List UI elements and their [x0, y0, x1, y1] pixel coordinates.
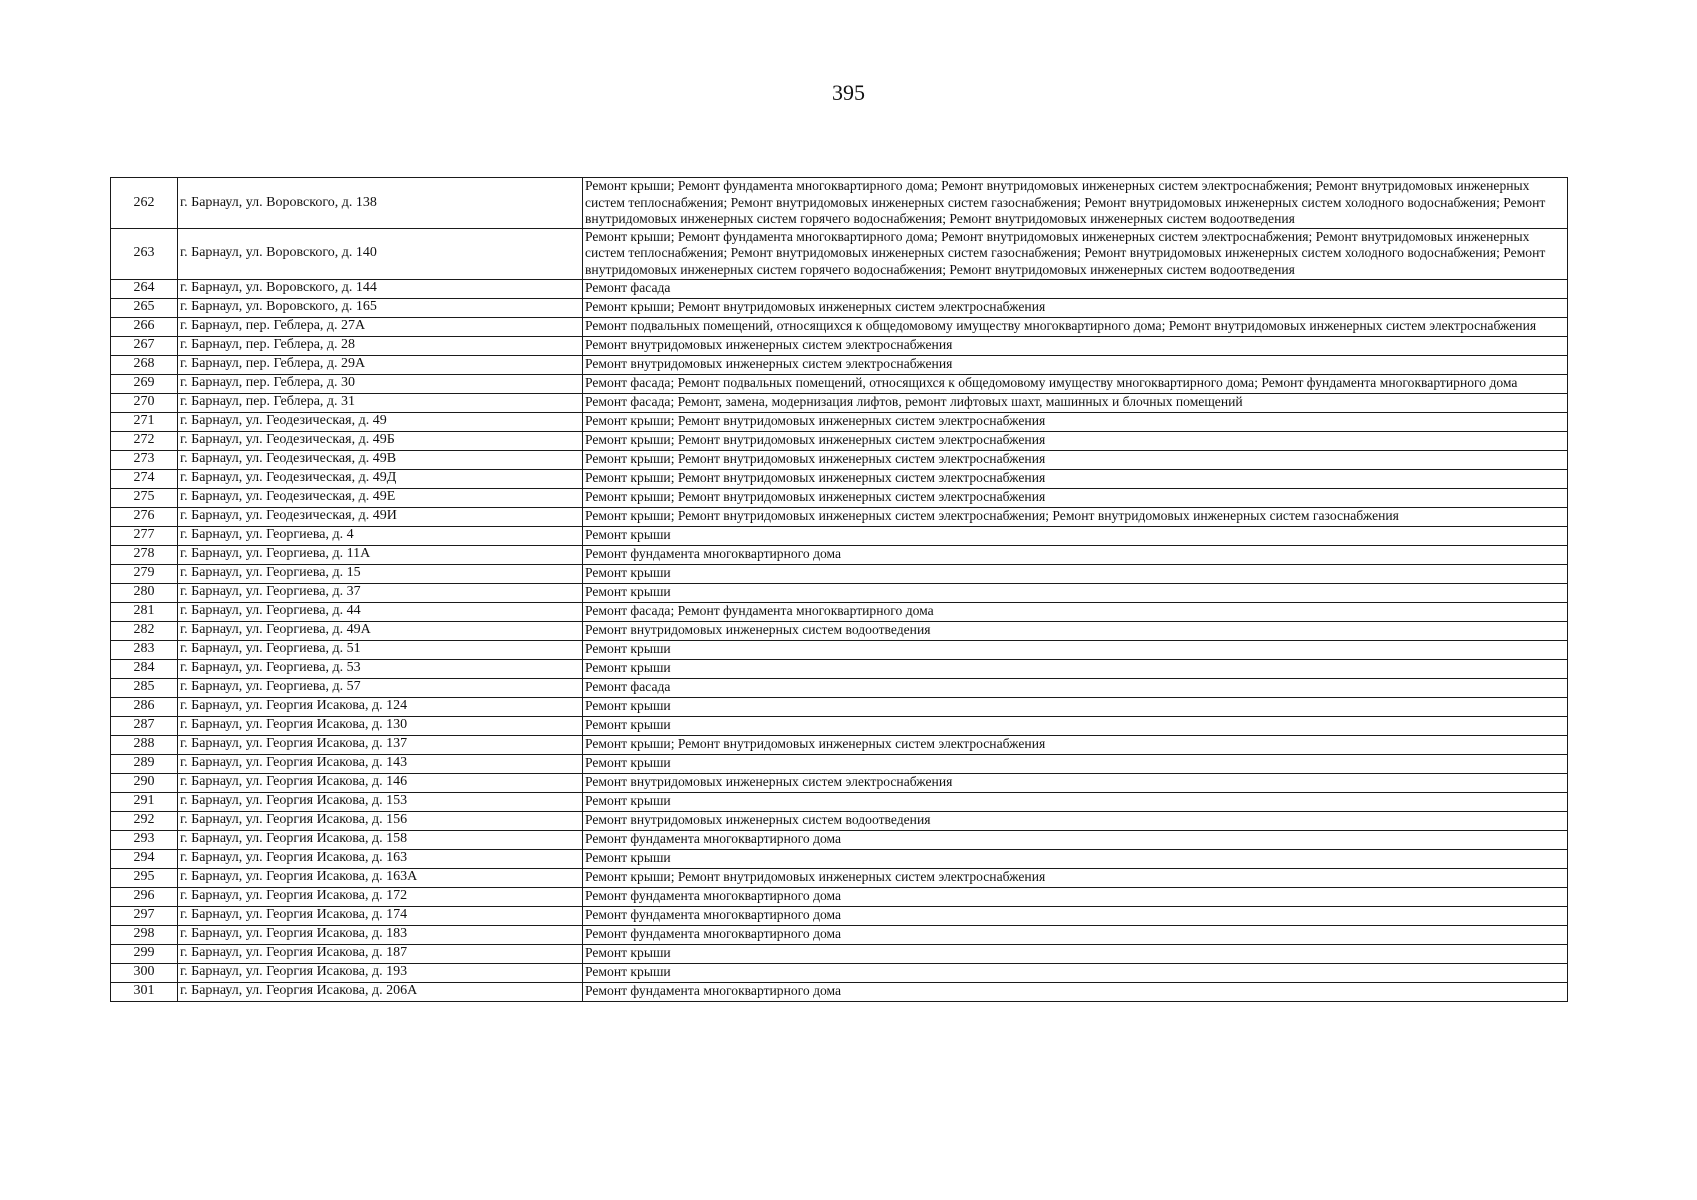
table-row: [111, 298, 1568, 317]
table-row: [111, 697, 1568, 716]
row-number-cell: 265: [111, 298, 178, 317]
works-cell: Ремонт фасада; Ремонт подвальных помещений, относящихся к общедомовому имуществу многоквартирного дома; Ремонт фундамента многоквартирного дома: [583, 374, 1568, 393]
address-cell: г. Барнаул, ул. Георгиева, д. 44: [178, 602, 583, 621]
address-cell: г. Барнаул, ул. Георгия Исакова, д. 124: [178, 697, 583, 716]
works-cell: Ремонт крыши: [583, 754, 1568, 773]
table-row: [111, 868, 1568, 887]
row-number-cell: 292: [111, 811, 178, 830]
address-cell: г. Барнаул, ул. Георгия Исакова, д. 183: [178, 925, 583, 944]
table-row: [111, 811, 1568, 830]
address-cell: г. Барнаул, пер. Геблера, д. 28: [178, 336, 583, 355]
row-number-cell: 282: [111, 621, 178, 640]
works-cell: Ремонт фундамента многоквартирного дома: [583, 925, 1568, 944]
works-cell: Ремонт фундамента многоквартирного дома: [583, 906, 1568, 925]
works-cell: Ремонт крыши; Ремонт внутридомовых инженерных систем электроснабжения: [583, 469, 1568, 488]
table-row: [111, 659, 1568, 678]
works-cell: Ремонт фундамента многоквартирного дома: [583, 887, 1568, 906]
row-number-cell: 291: [111, 792, 178, 811]
table-row: [111, 279, 1568, 298]
row-number-cell: 267: [111, 336, 178, 355]
row-number-cell: 278: [111, 545, 178, 564]
row-number-cell: 262: [111, 178, 178, 229]
works-cell: Ремонт фасада: [583, 279, 1568, 298]
works-cell: Ремонт крыши: [583, 564, 1568, 583]
table-row: [111, 450, 1568, 469]
row-number-cell: 294: [111, 849, 178, 868]
works-cell: Ремонт внутридомовых инженерных систем водоотведения: [583, 811, 1568, 830]
table-row: [111, 178, 1568, 229]
table-row: [111, 545, 1568, 564]
address-cell: г. Барнаул, ул. Георгия Исакова, д. 206А: [178, 982, 583, 1001]
works-cell: Ремонт подвальных помещений, относящихся к общедомовому имуществу многоквартирного дома; Ремонт внутридомовых инженерных систем электроснабжения: [583, 317, 1568, 336]
table-row: [111, 944, 1568, 963]
row-number-cell: 287: [111, 716, 178, 735]
table-row: [111, 355, 1568, 374]
works-cell: Ремонт крыши; Ремонт внутридомовых инженерных систем электроснабжения: [583, 488, 1568, 507]
works-cell: Ремонт крыши: [583, 526, 1568, 545]
row-number-cell: 284: [111, 659, 178, 678]
works-cell: Ремонт крыши; Ремонт внутридомовых инженерных систем электроснабжения; Ремонт внутридомовых инженерных систем газоснабжения: [583, 507, 1568, 526]
works-cell: Ремонт внутридомовых инженерных систем электроснабжения: [583, 773, 1568, 792]
address-cell: г. Барнаул, ул. Геодезическая, д. 49: [178, 412, 583, 431]
row-number-cell: 281: [111, 602, 178, 621]
works-cell: Ремонт крыши; Ремонт фундамента многоквартирного дома; Ремонт внутридомовых инженерных систем электроснабжения; Ремонт внутридомовых инженерных систем теплоснабжения; Ремонт внутридомовых инженерных систем газоснабжения; Ремонт внутридомовых инженерных систем холодного водоснабжения; Ремонт внутридомовых инженерных систем горячего водоснабжения; Ремонт внутридомовых инженерных систем водоотведения: [583, 178, 1568, 229]
row-number-cell: 301: [111, 982, 178, 1001]
address-cell: г. Барнаул, ул. Георгия Исакова, д. 153: [178, 792, 583, 811]
address-cell: г. Барнаул, ул. Геодезическая, д. 49И: [178, 507, 583, 526]
registry-table: [110, 177, 1568, 1002]
works-cell: Ремонт крыши: [583, 697, 1568, 716]
works-cell: Ремонт крыши: [583, 716, 1568, 735]
address-cell: г. Барнаул, ул. Георгиева, д. 37: [178, 583, 583, 602]
table-row: [111, 488, 1568, 507]
works-cell: Ремонт крыши; Ремонт внутридомовых инженерных систем электроснабжения: [583, 868, 1568, 887]
address-cell: г. Барнаул, пер. Геблера, д. 30: [178, 374, 583, 393]
row-number-cell: 293: [111, 830, 178, 849]
table-row: [111, 887, 1568, 906]
row-number-cell: 280: [111, 583, 178, 602]
works-cell: Ремонт крыши: [583, 583, 1568, 602]
address-cell: г. Барнаул, ул. Георгия Исакова, д. 163А: [178, 868, 583, 887]
address-cell: г. Барнаул, ул. Георгия Исакова, д. 137: [178, 735, 583, 754]
row-number-cell: 269: [111, 374, 178, 393]
address-cell: г. Барнаул, ул. Георгиева, д. 57: [178, 678, 583, 697]
works-cell: Ремонт крыши: [583, 792, 1568, 811]
row-number-cell: 268: [111, 355, 178, 374]
works-cell: Ремонт крыши; Ремонт внутридомовых инженерных систем электроснабжения: [583, 431, 1568, 450]
works-cell: Ремонт крыши: [583, 640, 1568, 659]
row-number-cell: 271: [111, 412, 178, 431]
address-cell: г. Барнаул, ул. Георгиева, д. 4: [178, 526, 583, 545]
address-cell: г. Барнаул, ул. Георгия Исакова, д. 156: [178, 811, 583, 830]
row-number-cell: 297: [111, 906, 178, 925]
address-cell: г. Барнаул, ул. Георгиева, д. 11А: [178, 545, 583, 564]
table-row: [111, 507, 1568, 526]
table-row: [111, 792, 1568, 811]
works-cell: Ремонт внутридомовых инженерных систем электроснабжения: [583, 336, 1568, 355]
table-row: [111, 228, 1568, 279]
row-number-cell: 295: [111, 868, 178, 887]
row-number-cell: 264: [111, 279, 178, 298]
works-cell: Ремонт крыши: [583, 963, 1568, 982]
table-row: [111, 830, 1568, 849]
table-row: [111, 412, 1568, 431]
address-cell: г. Барнаул, ул. Воровского, д. 165: [178, 298, 583, 317]
works-cell: Ремонт крыши: [583, 944, 1568, 963]
works-cell: Ремонт внутридомовых инженерных систем электроснабжения: [583, 355, 1568, 374]
table-row: [111, 754, 1568, 773]
row-number-cell: 288: [111, 735, 178, 754]
works-cell: Ремонт фасада; Ремонт фундамента многоквартирного дома: [583, 602, 1568, 621]
table-row: [111, 602, 1568, 621]
address-cell: г. Барнаул, пер. Геблера, д. 27А: [178, 317, 583, 336]
row-number-cell: 289: [111, 754, 178, 773]
address-cell: г. Барнаул, ул. Георгия Исакова, д. 193: [178, 963, 583, 982]
address-cell: г. Барнаул, ул. Георгиева, д. 15: [178, 564, 583, 583]
row-number-cell: 274: [111, 469, 178, 488]
row-number-cell: 285: [111, 678, 178, 697]
row-number-cell: 276: [111, 507, 178, 526]
table-row: [111, 393, 1568, 412]
row-number-cell: 296: [111, 887, 178, 906]
table-row: [111, 374, 1568, 393]
address-cell: г. Барнаул, ул. Георгия Исакова, д. 158: [178, 830, 583, 849]
row-number-cell: 270: [111, 393, 178, 412]
address-cell: г. Барнаул, ул. Георгиева, д. 49А: [178, 621, 583, 640]
row-number-cell: 266: [111, 317, 178, 336]
works-cell: Ремонт крыши: [583, 849, 1568, 868]
table-row: [111, 336, 1568, 355]
row-number-cell: 299: [111, 944, 178, 963]
works-cell: Ремонт крыши; Ремонт внутридомовых инженерных систем электроснабжения: [583, 298, 1568, 317]
address-cell: г. Барнаул, ул. Геодезическая, д. 49Е: [178, 488, 583, 507]
row-number-cell: 272: [111, 431, 178, 450]
address-cell: г. Барнаул, ул. Георгия Исакова, д. 174: [178, 906, 583, 925]
row-number-cell: 275: [111, 488, 178, 507]
address-cell: г. Барнаул, ул. Георгия Исакова, д. 163: [178, 849, 583, 868]
table-row: [111, 963, 1568, 982]
works-cell: Ремонт фундамента многоквартирного дома: [583, 982, 1568, 1001]
table-row: [111, 678, 1568, 697]
table-row: [111, 526, 1568, 545]
table-row: [111, 583, 1568, 602]
table-row: [111, 773, 1568, 792]
row-number-cell: 290: [111, 773, 178, 792]
row-number-cell: 283: [111, 640, 178, 659]
works-cell: Ремонт крыши: [583, 659, 1568, 678]
works-cell: Ремонт фундамента многоквартирного дома: [583, 545, 1568, 564]
address-cell: г. Барнаул, ул. Воровского, д. 138: [178, 178, 583, 229]
table-row: [111, 925, 1568, 944]
address-cell: г. Барнаул, ул. Геодезическая, д. 49Д: [178, 469, 583, 488]
address-cell: г. Барнаул, пер. Геблера, д. 29А: [178, 355, 583, 374]
works-cell: Ремонт фундамента многоквартирного дома: [583, 830, 1568, 849]
works-cell: Ремонт крыши; Ремонт фундамента многоквартирного дома; Ремонт внутридомовых инженерных систем электроснабжения; Ремонт внутридомовых инженерных систем теплоснабжения; Ремонт внутридомовых инженерных систем газоснабжения; Ремонт внутридомовых инженерных систем холодного водоснабжения; Ремонт внутридомовых инженерных систем горячего водоснабжения; Ремонт внутридомовых инженерных систем водоотведения: [583, 228, 1568, 279]
row-number-cell: 263: [111, 228, 178, 279]
table-row: [111, 564, 1568, 583]
works-cell: Ремонт фасада: [583, 678, 1568, 697]
table-row: [111, 716, 1568, 735]
table-row: [111, 469, 1568, 488]
works-cell: Ремонт внутридомовых инженерных систем водоотведения: [583, 621, 1568, 640]
address-cell: г. Барнаул, ул. Георгия Исакова, д. 130: [178, 716, 583, 735]
works-cell: Ремонт крыши; Ремонт внутридомовых инженерных систем электроснабжения: [583, 735, 1568, 754]
address-cell: г. Барнаул, ул. Георгия Исакова, д. 143: [178, 754, 583, 773]
table-row: [111, 735, 1568, 754]
address-cell: г. Барнаул, ул. Геодезическая, д. 49Б: [178, 431, 583, 450]
table-row: [111, 849, 1568, 868]
address-cell: г. Барнаул, ул. Воровского, д. 140: [178, 228, 583, 279]
table-row: [111, 640, 1568, 659]
address-cell: г. Барнаул, пер. Геблера, д. 31: [178, 393, 583, 412]
works-cell: Ремонт крыши; Ремонт внутридомовых инженерных систем электроснабжения: [583, 412, 1568, 431]
row-number-cell: 298: [111, 925, 178, 944]
address-cell: г. Барнаул, ул. Геодезическая, д. 49В: [178, 450, 583, 469]
row-number-cell: 277: [111, 526, 178, 545]
address-cell: г. Барнаул, ул. Георгиева, д. 51: [178, 640, 583, 659]
registry-table-body: [111, 178, 1568, 1002]
works-cell: Ремонт фасада; Ремонт, замена, модернизация лифтов, ремонт лифтовых шахт, машинных и блочных помещений: [583, 393, 1568, 412]
address-cell: г. Барнаул, ул. Георгия Исакова, д. 146: [178, 773, 583, 792]
row-number-cell: 300: [111, 963, 178, 982]
address-cell: г. Барнаул, ул. Георгия Исакова, д. 172: [178, 887, 583, 906]
address-cell: г. Барнаул, ул. Георгия Исакова, д. 187: [178, 944, 583, 963]
address-cell: г. Барнаул, ул. Воровского, д. 144: [178, 279, 583, 298]
table-row: [111, 317, 1568, 336]
works-cell: Ремонт крыши; Ремонт внутридомовых инженерных систем электроснабжения: [583, 450, 1568, 469]
row-number-cell: 286: [111, 697, 178, 716]
table-row: [111, 982, 1568, 1001]
table-row: [111, 621, 1568, 640]
row-number-cell: 273: [111, 450, 178, 469]
address-cell: г. Барнаул, ул. Георгиева, д. 53: [178, 659, 583, 678]
page-number: 395: [832, 80, 865, 105]
row-number-cell: 279: [111, 564, 178, 583]
table-row: [111, 431, 1568, 450]
table-row: [111, 906, 1568, 925]
